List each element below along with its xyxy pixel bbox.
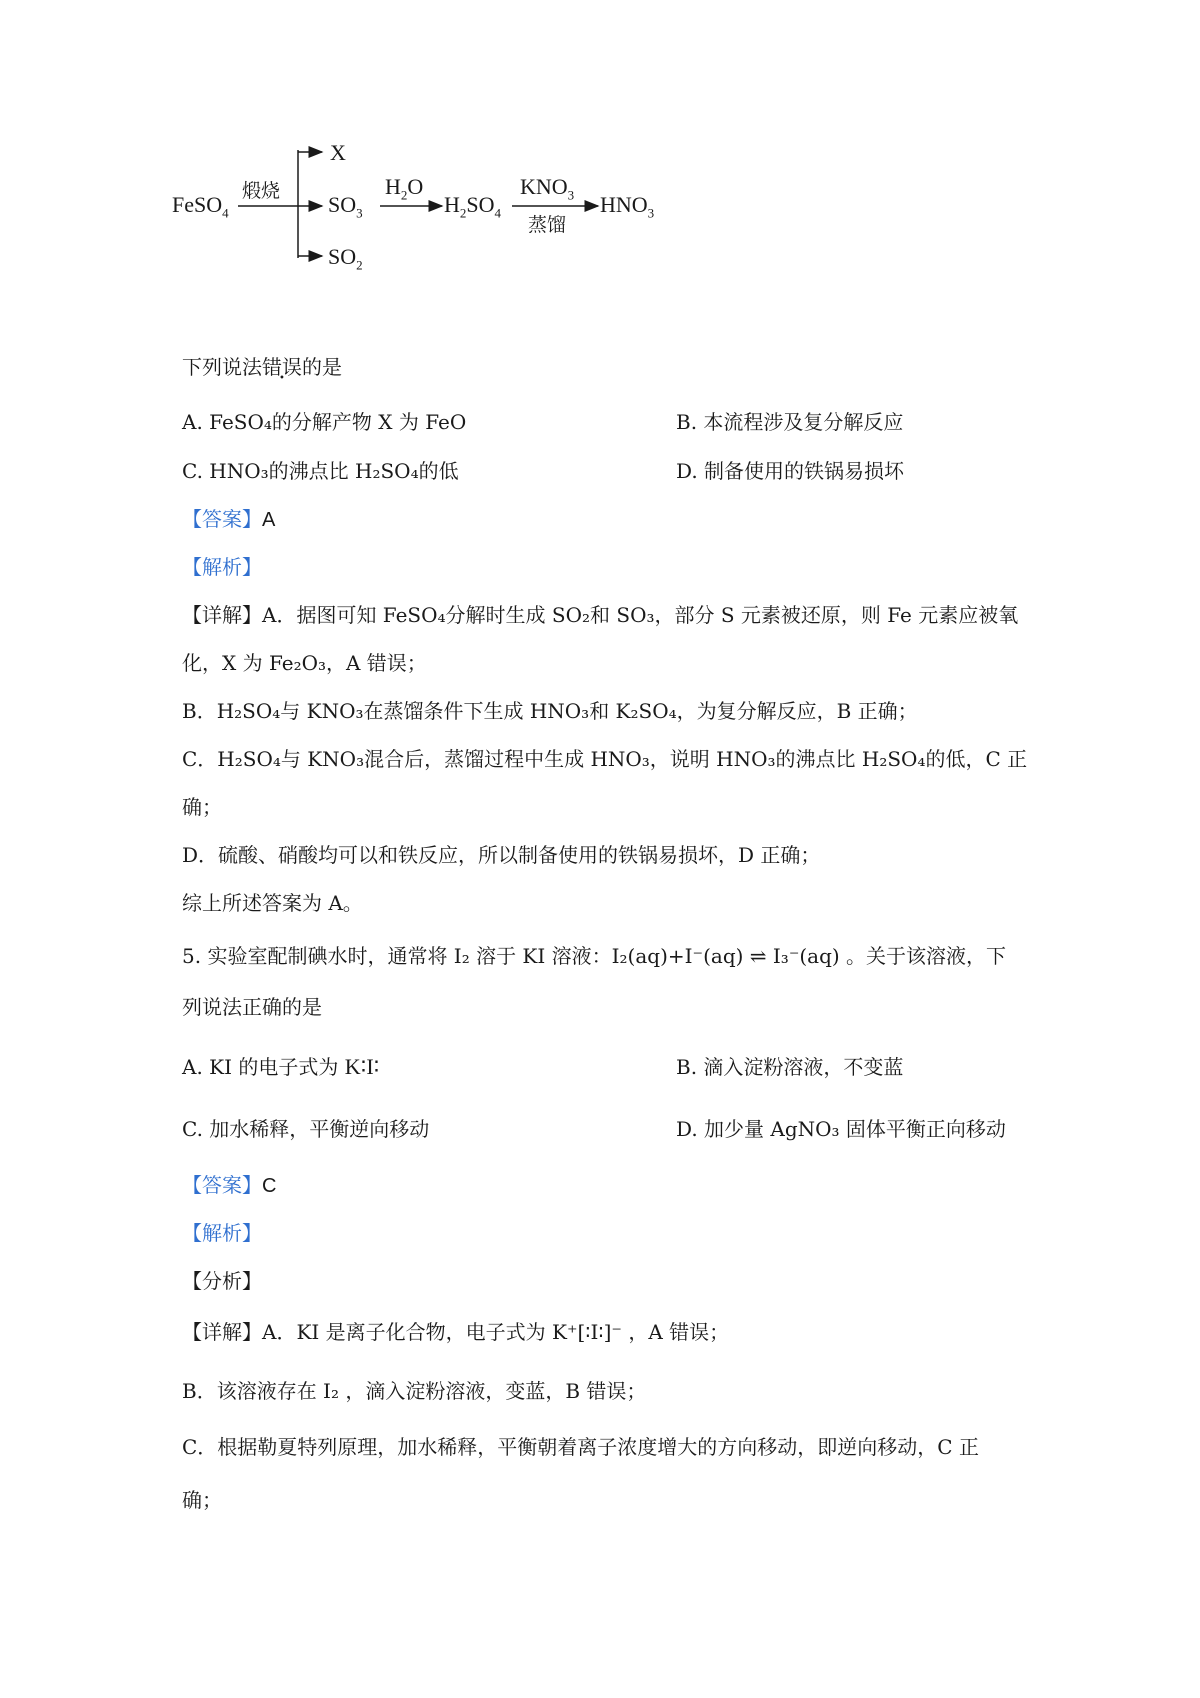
- ki-electron-formula: K∶I∶: [344, 1054, 380, 1079]
- q4-stem: 下列说法错误的是: [182, 355, 342, 379]
- q5-option-d: D. 加少量 AgNO₃ 固体平衡正向移动: [676, 1117, 1006, 1141]
- q5-detail-2: B．该溶液存在 I₂ ，滴入淀粉溶液，变蓝，B 错误；: [182, 1379, 647, 1403]
- q5-detail-3b: 确；: [182, 1488, 222, 1512]
- q4-detail-1: 【详解】A．据图可知 FeSO₄分解时生成 SO₂和 SO₃，部分 S 元素被还原，则 Fe 元素应被氧: [182, 603, 1019, 627]
- q4-option-c: C. HNO₃的沸点比 H₂SO₄的低: [182, 459, 459, 483]
- reagent-water: $H_2O$: [385, 174, 424, 203]
- product-x: X: [330, 140, 346, 165]
- q5-analysis-label: 【解析】: [182, 1221, 262, 1245]
- calcination-label: 煅烧: [242, 180, 281, 202]
- q4-summary: 综上所述答案为 A。: [182, 891, 363, 915]
- q4-answer: 【答案】A: [182, 507, 276, 531]
- q5-stem-line-2: 列说法正确的是: [182, 995, 322, 1019]
- q4-detail-1b: 化，X 为 Fe₂O₃，A 错误；: [182, 651, 427, 675]
- q5-detail-1: 【详解】A．KI 是离子化合物，电子式为 K⁺[∶I∶]⁻ ，A 错误；: [182, 1320, 730, 1344]
- reaction-flow-diagram: [172, 140, 740, 300]
- reagent-kno3: $KNO_3$: [520, 174, 575, 203]
- q4-detail-3: C．H₂SO₄与 KNO₃混合后，蒸馏过程中生成 HNO₃，说明 HNO₃的沸点比 H₂SO₄的低，C 正: [182, 747, 1028, 771]
- q4-option-d: D. 制备使用的铁锅易损坏: [676, 459, 905, 483]
- reactant-feso4: FeSO$_4$: [172, 192, 229, 221]
- distillation-label: 蒸馏: [528, 214, 567, 236]
- product-so3: $SO_3$: [328, 192, 363, 221]
- q5-answer: 【答案】C: [182, 1173, 277, 1197]
- q4-detail-3b: 确；: [182, 795, 222, 819]
- q4-option-b: B. 本流程涉及复分解反应: [676, 410, 904, 434]
- q5-fenxi-label: 【分析】: [182, 1269, 262, 1293]
- final-hno3: $HNO_3$: [600, 192, 655, 221]
- intermediate-h2so4: $H_2SO_4$: [444, 192, 502, 221]
- q5-option-c: C. 加水稀释，平衡逆向移动: [182, 1117, 430, 1141]
- q4-option-a: A. FeSO₄的分解产物 X 为 FeO: [182, 410, 467, 434]
- q5-detail-3: C．根据勒夏特列原理，加水稀释，平衡朝着离子浓度增大的方向移动，即逆向移动，C 正: [182, 1435, 979, 1459]
- q5-stem-line-1: 5. 实验室配制碘水时，通常将 I₂ 溶于 KI 溶液：I₂(aq)+I⁻(aq) ⇌ I₃⁻(aq) 。关于该溶液，下: [182, 944, 1007, 968]
- q4-detail-4: D．硫酸、硝酸均可以和铁反应，所以制备使用的铁锅易损坏，D 正确；: [182, 843, 821, 867]
- q4-detail-2: B．H₂SO₄与 KNO₃在蒸馏条件下生成 HNO₃和 K₂SO₄，为复分解反应，B 正确；: [182, 699, 918, 723]
- q4-analysis-label: 【解析】: [182, 555, 262, 579]
- q5-option-a: A. KI 的电子式为 K∶I∶: [182, 1054, 380, 1079]
- product-so2: $SO_2$: [328, 244, 363, 273]
- q5-option-b: B. 滴入淀粉溶液，不变蓝: [676, 1055, 904, 1079]
